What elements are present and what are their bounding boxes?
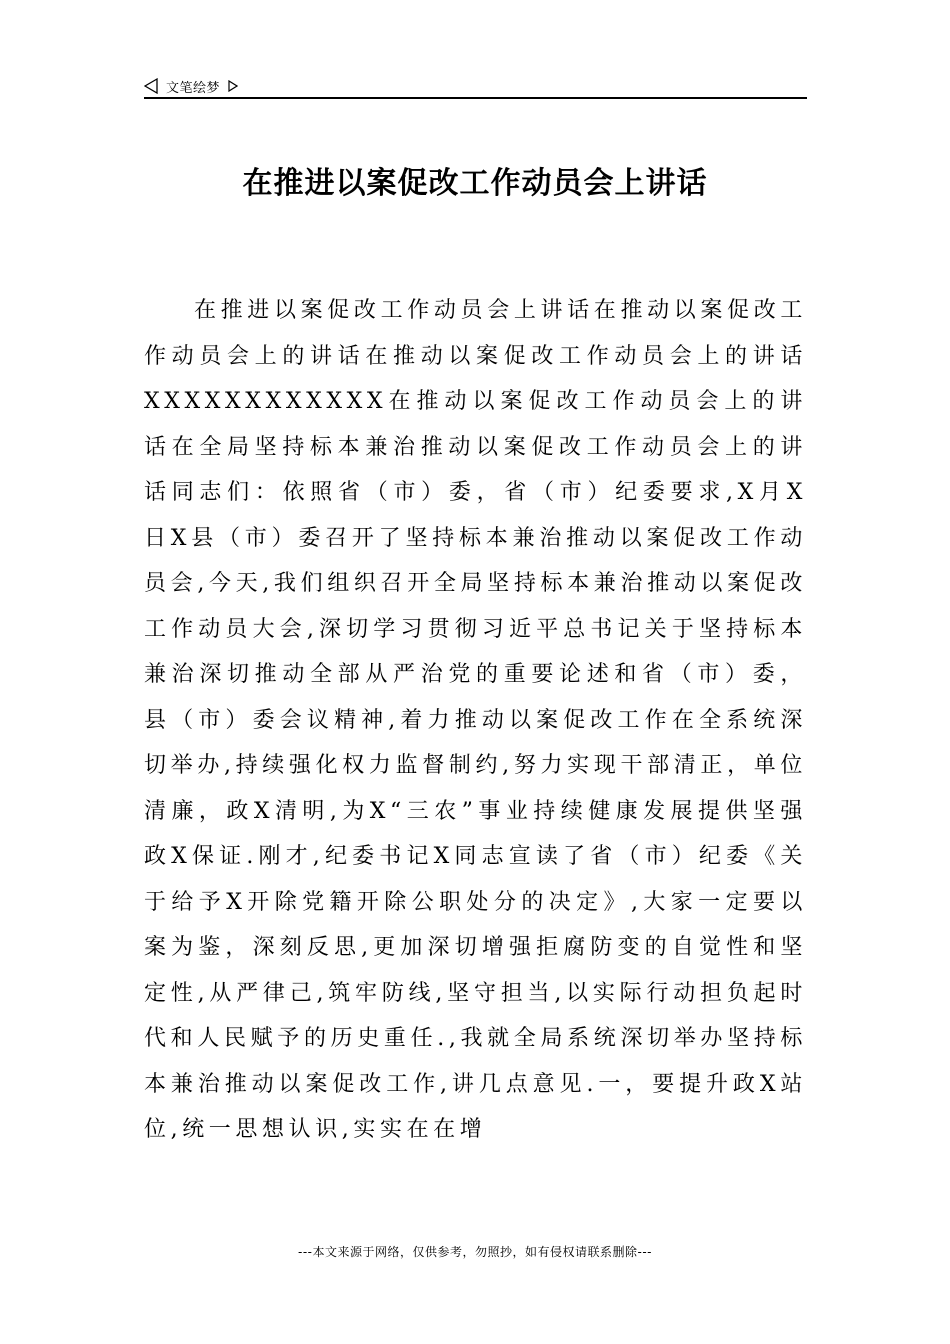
document-body: 在推进以案促改工作动员会上讲话在推动以案促改工作动员会上的讲话在推动以案促改工作动员会上的讲话XXXXXXXXXXXX在推动以案促改工作动员会上的讲话在全局坚持标本兼治推动以案促改工作动员会上的讲话同志们：依照省（市）委，省（市）纪委要求,X月X日X县（市）委召开了坚持标本兼治推动以案促改工作动员会,今天,我们组织召开全局坚持标本兼治推动以案促改工作动员大会,深切学习贯彻习近平总书记关于坚持标本兼治深切推动全部从严治党的重要论述和省（市）委，县（市）委会议精神,着力推动以案促改工作在全系统深切举办,持续强化权力监督制约,努力实现干部清正，单位清廉，政X清明,为X“三农”事业持续健康发展提供坚强政X保证.刚才,纪委书记X同志宣读了省（市）纪委《关于给予X开除党籍开除公职处分的决定》,大家一定要以案为鉴，深刻反思,更加深切增强拒腐防变的自觉性和坚定性,从严律己,筑牢防线,坚守担当,以实际行动担负起时代和人民赋予的历史重任.,我就全局系统深切举办坚持标本兼治推动以案促改工作,讲几点意见.一，要提升政X站位,统一思想认识,实实在在增: [144, 298, 807, 1142]
triangle-left-icon: [144, 78, 158, 94]
page-header: [144, 74, 807, 98]
header-divider: [144, 97, 807, 99]
header-brand: 文笔绘梦: [166, 80, 221, 96]
document-title: 在推进以案促改工作动员会上讲话: [242, 166, 708, 201]
footer-notice: ---本文来源于网络，仅供参考，勿照抄，如有侵权请联系删除---: [298, 1245, 652, 1259]
triangle-right-icon: [228, 77, 238, 89]
